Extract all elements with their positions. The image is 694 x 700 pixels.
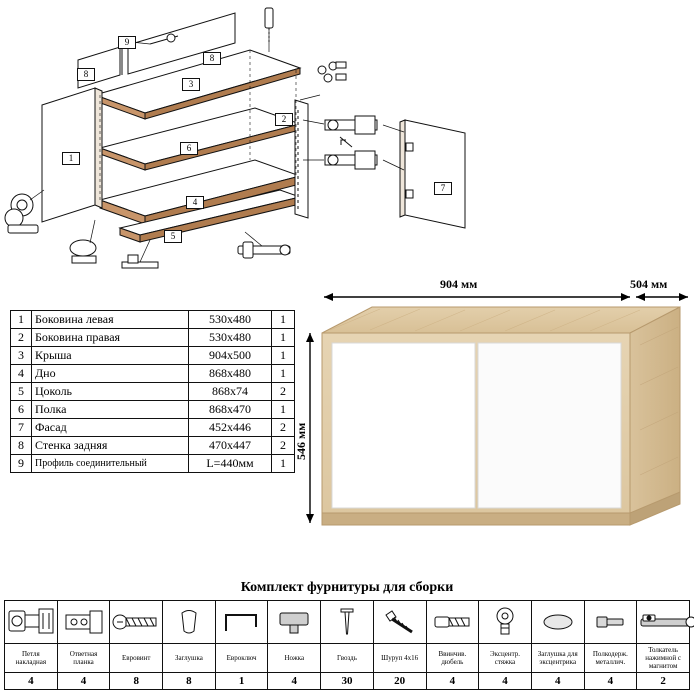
- part-qty: 1: [272, 401, 295, 419]
- euro-key-cell: [215, 601, 268, 644]
- hardware-item-name: Петля накладная: [5, 644, 58, 673]
- exploded-assembly-diagram: [0, 0, 694, 288]
- euro-key-icon: [220, 607, 264, 637]
- hardware-item-name: Гвоздь: [321, 644, 374, 673]
- part-size: 530х480: [189, 329, 272, 347]
- part-no: 5: [11, 383, 32, 401]
- part-no: 9: [11, 455, 32, 473]
- hardware-item-qty: 20: [373, 673, 426, 690]
- callout-5: 5: [164, 230, 182, 243]
- hardware-item-name: Толкатель нажимной с магнитом: [637, 644, 690, 673]
- leg-icon: [274, 607, 314, 637]
- eccentric-coupler-icon: [490, 606, 520, 638]
- table-row: [11, 347, 295, 365]
- callout-3: 3: [182, 78, 200, 91]
- callout-9: 9: [118, 36, 136, 49]
- hardware-name-row: [5, 644, 690, 673]
- screw-in-dowel-cell: [426, 601, 479, 644]
- screw-in-dowel-icon: [431, 609, 473, 635]
- nail-icon: [338, 606, 356, 638]
- hardware-item-name: Ответная планка: [57, 644, 110, 673]
- part-qty: 1: [272, 347, 295, 365]
- part-size: 904х500: [189, 347, 272, 365]
- nail-cell: [321, 601, 374, 644]
- cabinet-height-label: 546 мм: [294, 422, 308, 460]
- callout-1: 1: [62, 152, 80, 165]
- euro-screw-icon: [112, 609, 160, 635]
- callout-4: 4: [186, 196, 204, 209]
- cap-icon: [176, 607, 202, 637]
- hardware-item-qty: 8: [163, 673, 216, 690]
- eccentric-cap-icon: [538, 610, 578, 634]
- part-qty: 2: [272, 383, 295, 401]
- hardware-item-qty: 4: [426, 673, 479, 690]
- part-name: Боковина левая: [32, 311, 189, 329]
- part-name: Цоколь: [32, 383, 189, 401]
- hardware-item-name: Заглушка для эксцентрика: [531, 644, 584, 673]
- part-qty: 1: [272, 365, 295, 383]
- part-size: 868х480: [189, 365, 272, 383]
- hardware-kit-table: [4, 600, 690, 690]
- table-row: [11, 365, 295, 383]
- eccentric-cap-cell: [531, 601, 584, 644]
- cabinet-depth-label: 504 мм: [630, 277, 668, 291]
- table-row: [11, 383, 295, 401]
- hardware-item-qty: 4: [531, 673, 584, 690]
- table-row: [11, 437, 295, 455]
- metal-shelf-support-cell: [584, 601, 637, 644]
- part-qty: 1: [272, 311, 295, 329]
- part-size: L=440мм: [189, 455, 272, 473]
- table-row: [11, 311, 295, 329]
- callout-8a: 8: [77, 68, 95, 81]
- part-size: 452х446: [189, 419, 272, 437]
- table-row: [11, 329, 295, 347]
- hardware-item-name: Шуруп 4х16: [373, 644, 426, 673]
- part-no: 1: [11, 311, 32, 329]
- hardware-icon-row: [5, 601, 690, 644]
- table-row: [11, 419, 295, 437]
- callout-6: 6: [180, 142, 198, 155]
- hardware-item-name: Ножка: [268, 644, 321, 673]
- part-name: Крыша: [32, 347, 189, 365]
- hardware-item-name: Эксцентр. стяжка: [479, 644, 532, 673]
- cabinet-preview: [294, 277, 694, 555]
- part-no: 3: [11, 347, 32, 365]
- hardware-item-qty: 30: [321, 673, 374, 690]
- hardware-item-qty: 4: [584, 673, 637, 690]
- hinge-plate-cell: [57, 601, 110, 644]
- part-size: 868х74: [189, 383, 272, 401]
- leg-cell: [268, 601, 321, 644]
- part-name: Дно: [32, 365, 189, 383]
- part-qty: 2: [272, 419, 295, 437]
- table-row: [11, 455, 295, 473]
- part-size: 530х480: [189, 311, 272, 329]
- part-name: Полка: [32, 401, 189, 419]
- part-name: Стенка задняя: [32, 437, 189, 455]
- part-qty: 1: [272, 329, 295, 347]
- hinge-plate-icon: [62, 605, 106, 639]
- hardware-item-name: Евроключ: [215, 644, 268, 673]
- part-name: Фасад: [32, 419, 189, 437]
- part-name: Боковина правая: [32, 329, 189, 347]
- metal-shelf-support-icon: [593, 609, 627, 635]
- part-no: 4: [11, 365, 32, 383]
- hardware-item-qty: 4: [5, 673, 58, 690]
- part-qty: 1: [272, 455, 295, 473]
- callout-8b: 8: [203, 52, 221, 65]
- eccentric-coupler-cell: [479, 601, 532, 644]
- part-no: 7: [11, 419, 32, 437]
- magnetic-pusher-cell: [637, 601, 690, 644]
- hardware-item-qty: 4: [479, 673, 532, 690]
- hardware-item-name: Полкодерж. металлич.: [584, 644, 637, 673]
- assembly-drawing: [0, 0, 694, 290]
- magnetic-pusher-icon: [637, 609, 694, 635]
- callout-7: 7: [434, 182, 452, 195]
- hardware-qty-row: [5, 673, 690, 690]
- screw-4x16-cell: [373, 601, 426, 644]
- euro-screw-cell: [110, 601, 163, 644]
- part-size: 470х447: [189, 437, 272, 455]
- hardware-item-name: Заглушка: [163, 644, 216, 673]
- overlay-hinge-icon: [7, 605, 55, 639]
- part-no: 2: [11, 329, 32, 347]
- screw-4x16-icon: [380, 607, 420, 637]
- hardware-item-name: Ввинчив. дюбель: [426, 644, 479, 673]
- table-row: [11, 401, 295, 419]
- part-qty: 2: [272, 437, 295, 455]
- hardware-item-qty: 4: [268, 673, 321, 690]
- part-no: 8: [11, 437, 32, 455]
- cabinet-drawing: [300, 285, 694, 555]
- part-size: 868х470: [189, 401, 272, 419]
- cap-cell: [163, 601, 216, 644]
- callout-2: 2: [275, 113, 293, 126]
- part-no: 6: [11, 401, 32, 419]
- parts-table: [10, 310, 295, 473]
- cabinet-width-label: 904 мм: [440, 277, 478, 291]
- overlay-hinge-cell: [5, 601, 58, 644]
- part-name: Профиль соединительный: [32, 455, 189, 473]
- hardware-item-name: Евровинт: [110, 644, 163, 673]
- hardware-kit-title: Комплект фурнитуры для сборки: [240, 580, 454, 595]
- hardware-item-qty: 2: [637, 673, 690, 690]
- hardware-item-qty: 1: [215, 673, 268, 690]
- hardware-item-qty: 4: [57, 673, 110, 690]
- hardware-item-qty: 8: [110, 673, 163, 690]
